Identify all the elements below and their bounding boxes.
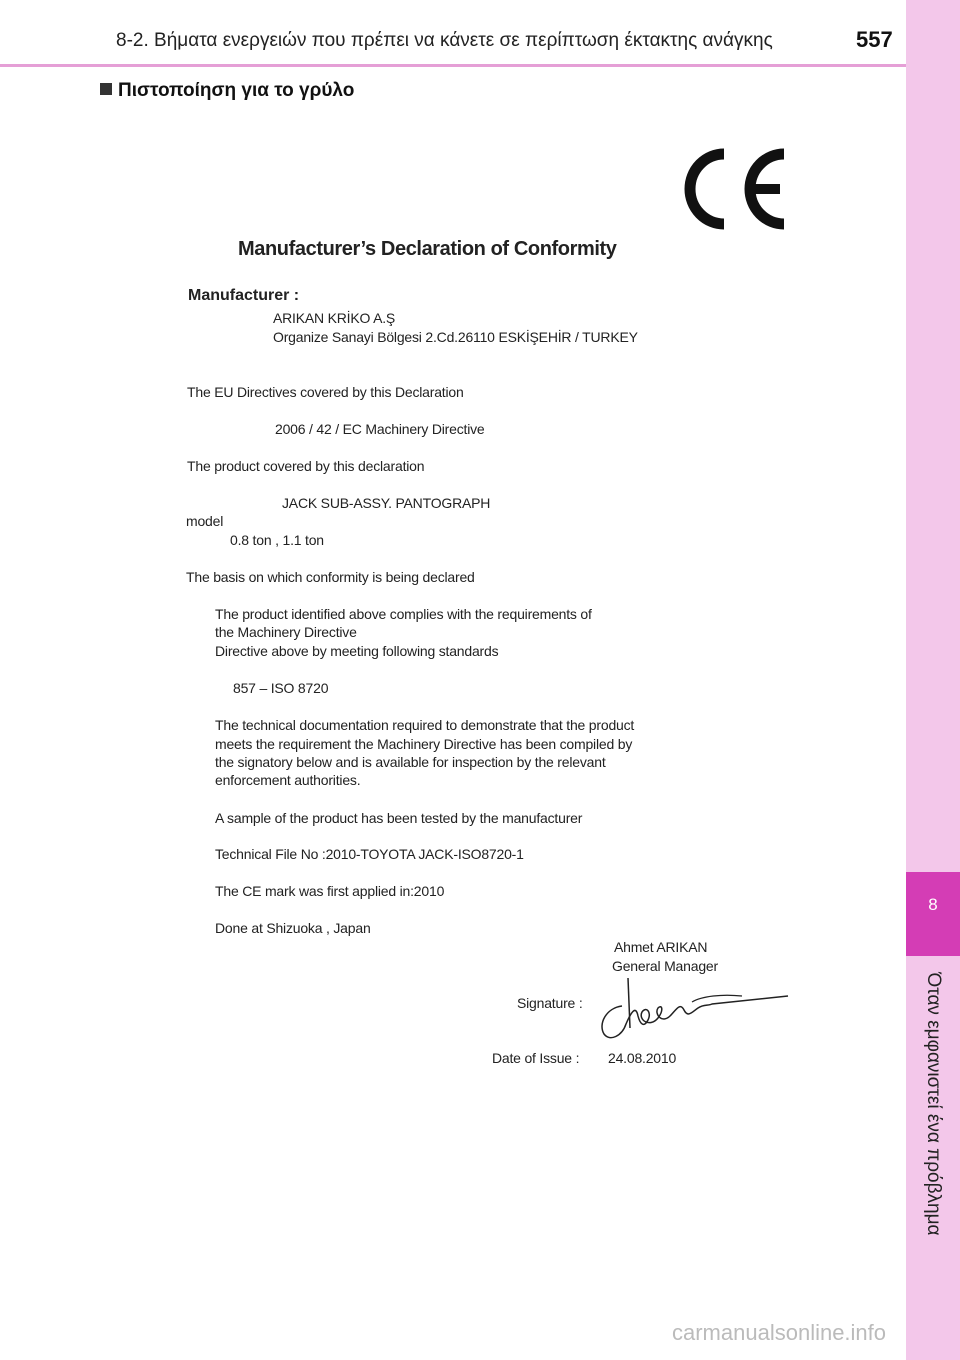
sample-statement: A sample of the product has been tested by the manufacturer <box>215 810 583 826</box>
date-label: Date of Issue : <box>492 1050 580 1066</box>
square-bullet-icon <box>100 83 112 95</box>
section-heading <box>100 80 354 102</box>
watermark: carmanualsonline.info <box>672 1320 887 1345</box>
header-divider <box>0 64 906 67</box>
product-name: JACK SUB-ASSY. PANTOGRAPH <box>282 495 491 511</box>
tech-doc-line: meets the requirement the Machinery Directive has been compiled by <box>215 736 633 752</box>
page-number: 557 <box>856 27 893 52</box>
manufacturer-name: ARIKAN KRİKO A.Ş <box>273 310 396 326</box>
signature-image <box>592 966 792 1046</box>
running-header: 8-2. Βήματα ενεργειών που πρέπει να κάνετε σε περίπτωση έκτακτης ανάγκης <box>116 30 773 51</box>
basis-line: The product identified above complies with the requirements of <box>215 606 592 622</box>
ce-applied: The CE mark was first applied in:2010 <box>215 883 445 899</box>
basis-label: The basis on which conformity is being declared <box>186 569 475 585</box>
chapter-number: 8 <box>928 895 938 914</box>
basis-line: Directive above by meeting following standards <box>215 643 499 659</box>
manufacturer-address: Organize Sanayi Bölgesi 2.Cd.26110 ESKİŞEHİR / TURKEY <box>273 329 638 345</box>
chapter-title: Όταν εμφανιστεί ένα πρόβλημα <box>923 972 944 1236</box>
signatory-name: Ahmet ARIKAN <box>614 939 708 955</box>
done-at: Done at Shizuoka , Japan <box>215 920 371 936</box>
product-label: The product covered by this declaration <box>187 458 425 474</box>
model-values: 0.8 ton , 1.1 ton <box>230 532 324 548</box>
section-heading-text: Πιστοποίηση για το γρύλο <box>118 80 355 101</box>
ce-mark-logo <box>680 146 790 232</box>
date-value: 24.08.2010 <box>608 1050 677 1066</box>
technical-file: Technical File No :2010-TOYOTA JACK-ISO8720-1 <box>215 846 524 862</box>
tech-doc-line: the signatory below and is available for inspection by the relevant <box>215 754 606 770</box>
manufacturer-label: Manufacturer : <box>188 287 300 304</box>
certificate-title: Manufacturer’s Declaration of Conformity <box>238 238 617 260</box>
model-label: model <box>186 513 224 529</box>
tech-doc-line: The technical documentation required to demonstrate that the product <box>215 717 635 733</box>
directive: 2006 / 42 / EC Machinery Directive <box>275 421 485 437</box>
tech-doc-line: enforcement authorities. <box>215 772 361 788</box>
signatory-title: General Manager <box>612 958 718 974</box>
directives-label: The EU Directives covered by this Declaration <box>187 384 464 400</box>
standard: 857 – ISO 8720 <box>233 680 329 696</box>
signature-label: Signature : <box>517 995 583 1011</box>
basis-line: the Machinery Directive <box>215 624 357 640</box>
